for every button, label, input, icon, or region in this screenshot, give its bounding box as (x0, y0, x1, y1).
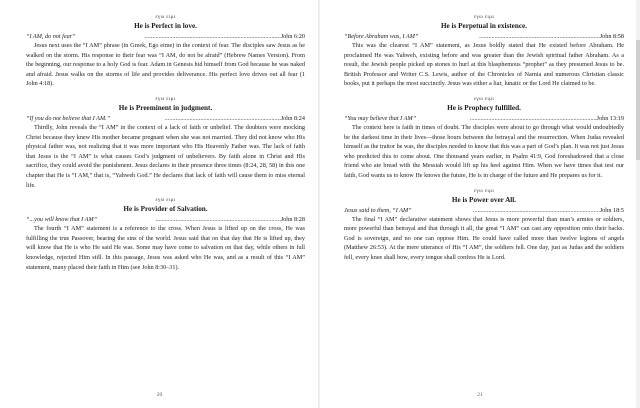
page-number: 21 (477, 392, 483, 398)
section-title: He is Perfect in love. (134, 22, 197, 30)
section-title: He is Perpetual in existence. (440, 22, 528, 30)
section-body: The context here is faith in times of doubt. The disciples were about to go through what would undoubtedly be the darkest time in their lives—those hours between the betrayal and the resurrection. When Judas revealed himself as the traitor he was, the disciples needed to know that this was a part of God’s plan. It was not just Jesus who predicted this to come about. One thousand years earlier, in Psalm 41:9, God foreshadowed that a close friend who ate bread with the Messiah would lift up his heel against Him. When we have times that test our faith, God wants us to know He knows the future, He is in charge of the future and He prepares us for it. (344, 123, 624, 179)
scripture-quote (344, 33, 624, 40)
section-body: This was the clearest “I AM” statement, as Jesus boldly stated that He existed before Abraham. He proclaimed He was Yahweh, existing before and was greater than the Jewish spiritual father Abraham. As a result, the Jewish people picked up stones to hurl at this blasphemous “prophet” as they presumed Jesus to be. British Professor and Writer C.S. Lewis, author of the Chronicles of Narnia and numerous Christian classic books, put it perhaps the most succinctly. Jesus was either a liar, lunatic or the Lord He claimed to be. (344, 42, 624, 88)
section-power-over-all (344, 188, 624, 263)
scripture-quote (26, 33, 305, 40)
section-body: The fourth “I AM” statement is a reference to the cross. When Jesus is lifted up on the cross, He was fulfilling the true Passover, bearing the sins of the world. Jesus said that on that day that He is lifted up, they will know that He is who He said He was. Some may have come to salvation on that day, while others in full knowledge, rejected Him still. In this passage, Jesus was asked who He was, and as a result of this “I AM” statement, many placed their faith in Him (see John 8:30–31). (26, 225, 305, 271)
scripture-reference: .................................................................................John 8:28 (155, 216, 305, 224)
left-page (0, 0, 319, 408)
scripture-reference: ...........................................................................John 8:24 (164, 114, 305, 122)
greek-header: εγω ειμι (473, 14, 495, 20)
section-body: Thirdly, John reveals the “I AM” in the context of a lack of faith or unbelief. The doubters were mocking Christ because they knew His mother became pregnant when she was not married. They did not know who His physical father was, not realizing that it was more important who His Heavenly Father was. The lack of faith that Jesus is the “I AM” is what causes God’s judgment of unbelievers. By faith alone in Christ and His sacrifice, they could avoid the punishment. Jesus declares in their presence three times (8:24, 28, 58) in this one chapter that He is “I AM,” that is, “Yahweh God.” He declares that lack of faith will cause them to miss eternal life. (26, 123, 305, 189)
scripture-quote (26, 115, 305, 122)
quote-text: “You may believe that I AM” (344, 114, 417, 122)
quote-text: “If you do not believe that I AM.” (26, 114, 111, 122)
section-body: Jesus next uses the “I AM” phrase (in Greek, Ego eime) in the context of fear. The disciples saw Jesus as he walked on the storm. His response to their fear was “I AM, do not be afraid” (Hebrew Names Version). From the beginning, our response to a holy God is fear. Adam in Genesis hid himself from God because he was naked and afraid. Jesus walks on the storms of life and provides deliverance. His perfect love drives out all fear (1 John 4:18). (26, 42, 305, 88)
greek-header: εγω ειμι (473, 187, 495, 194)
section-perfect-in-love (26, 14, 305, 89)
quote-text: Jesus said to them, “I AM” (344, 206, 412, 214)
scripture-reference: ..................................................................................John 18:5 (472, 206, 624, 214)
scripture-quote (344, 115, 624, 122)
page-number: 20 (156, 392, 163, 398)
greek-header: εγω ειμι (155, 14, 176, 20)
quote-text: “I AM, do not fear” (26, 33, 76, 40)
scripture-reference: ........................................................................................John 6:20 (144, 33, 305, 40)
section-preeminent-in-judgment (26, 96, 305, 190)
greek-header: εγω ειμι (155, 197, 176, 204)
greek-header: εγω ειμι (473, 95, 495, 102)
section-prophecy-fulfilled (344, 96, 624, 181)
vertical-scrollbar[interactable] (636, 0, 640, 408)
quote-text: “Before Abraham was, I AM” (344, 33, 419, 40)
quote-text: “...you will know that I AM” (26, 216, 98, 224)
section-title: He is Provider of Salvation. (123, 205, 208, 214)
section-title: He is Prophecy fulfilled. (447, 103, 521, 112)
scripture-reference: ..................................................................................John 13:19 (469, 114, 624, 122)
section-perpetual-in-existence (344, 14, 624, 89)
section-provider-of-salvation (26, 197, 305, 272)
scripture-quote (26, 216, 305, 223)
scrollbar-thumb[interactable] (636, 40, 640, 160)
section-body: The final “I AM” declarative statement shows that Jesus is more powerful than man’s armies or soldiers, more powerful than betrayal and that through it all, the great “I AM” can cast any opposition onto their backs. God is sovereign, and no one can oppose Him. He could have called more than twelve legions of angels (Matthew 26:53). At the mere utterance of His “I AM”, the soldiers fell. One day, just as Judas and the soldiers fell, every knee shall bow, every tongue shall confess He is Lord. (344, 215, 624, 261)
greek-header: εγω ειμι (155, 95, 176, 102)
section-title: He is Power over All. (451, 195, 517, 204)
scripture-reference: ..............................................................................John 8:58 (479, 33, 624, 40)
right-page (320, 0, 640, 408)
section-title: He is Preeminent in judgment. (118, 103, 213, 112)
scripture-quote (344, 207, 624, 214)
